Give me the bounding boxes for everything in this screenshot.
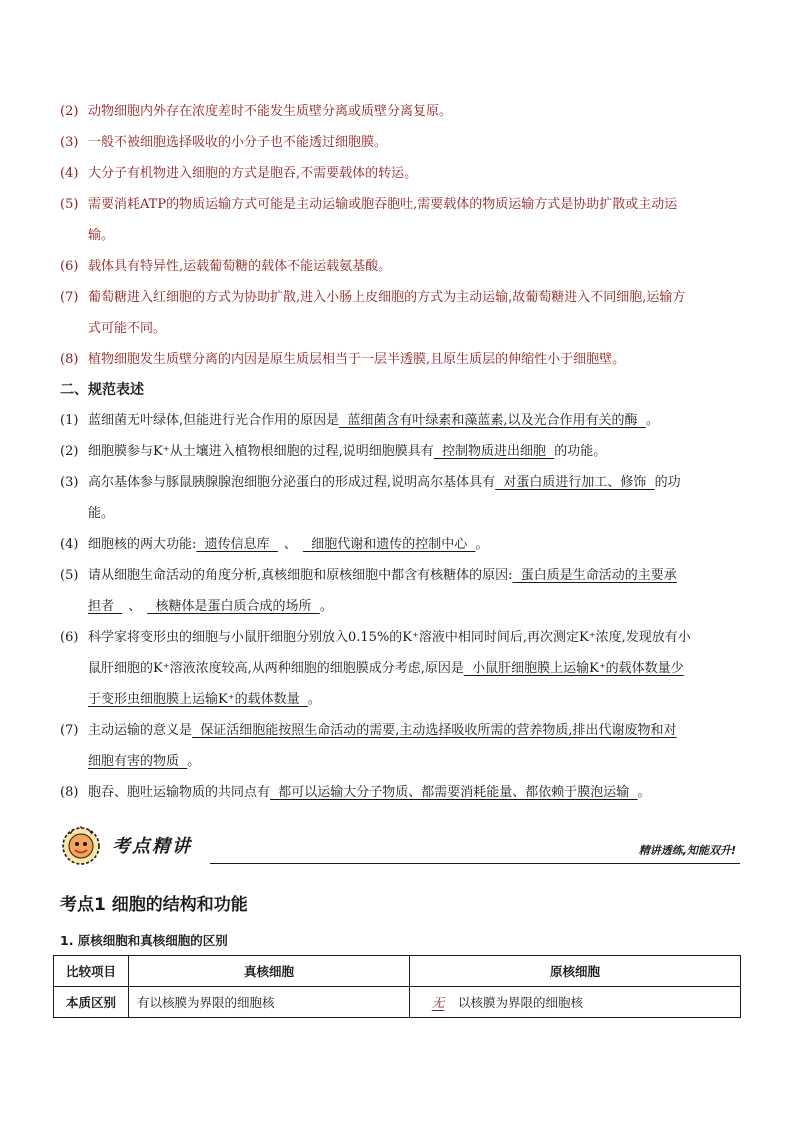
list-item xyxy=(60,405,740,436)
item-text: 胞吞、胞吐运输物质的共同点有 xyxy=(88,785,271,800)
item-text: 蓝细菌无叶绿体,但能进行光合作用的原因是 xyxy=(88,413,340,428)
list-item xyxy=(60,560,740,622)
answer-blank: 保证活细胞能按照生命活动的需要,主动选择吸收所需的营养物质,排出代谢废物和对 xyxy=(192,723,677,738)
answer-blank: 核糖体是蛋白质合成的场所 xyxy=(147,599,320,614)
list-item xyxy=(60,436,740,467)
item-number: (6) xyxy=(60,630,79,645)
banner-title: 考点精讲 xyxy=(112,836,192,857)
table-cell: 有以核膜为界限的细胞核 xyxy=(129,987,410,1018)
item-number: (2) xyxy=(60,104,79,119)
item-text: 动物细胞内外存在浓度差时不能发生质壁分离或质壁分离复原。 xyxy=(88,104,453,119)
list-item xyxy=(60,529,740,560)
item-number: (7) xyxy=(60,723,79,738)
list-item xyxy=(60,777,740,808)
section-heading: 二、规范表述 xyxy=(60,382,144,398)
banner-rule xyxy=(210,863,740,864)
page-content xyxy=(60,96,740,808)
item-number: (3) xyxy=(60,475,79,490)
list-item xyxy=(60,189,740,251)
item-text-end: 的功能。 xyxy=(554,444,607,459)
item-number: (2) xyxy=(60,444,79,459)
separator: 、 xyxy=(128,599,142,614)
separator: 、 xyxy=(283,537,297,552)
table-row xyxy=(54,987,741,1018)
item-text-cont: 能。 xyxy=(88,506,115,521)
answer-blank: 遗传信息库 xyxy=(196,537,278,552)
item-number: (7) xyxy=(60,290,79,305)
answer-blank: 对蛋白质进行加工、修饰 xyxy=(495,475,655,490)
list-item xyxy=(60,622,740,715)
comparison-table xyxy=(53,955,741,1018)
answer-blank: 蛋白质是生命活动的主要承 xyxy=(512,568,677,583)
item-number: (8) xyxy=(60,785,79,800)
topic-heading: 考点1 细胞的结构和功能 xyxy=(60,895,248,915)
item-text: 载体具有特异性,运载葡萄糖的载体不能运载氨基酸。 xyxy=(88,259,392,274)
list-item xyxy=(60,96,740,127)
item-text: 葡萄糖进入红细胞的方式为协助扩散,进入小肠上皮细胞的方式为主动运输,故葡萄糖进入不同细胞,运输方 xyxy=(88,290,686,305)
item-text: 细胞核的两大功能: xyxy=(88,537,197,552)
item-number: (4) xyxy=(60,537,79,552)
list-item xyxy=(60,127,740,158)
item-number: (1) xyxy=(60,413,79,428)
item-text: 高尔基体参与豚鼠胰腺腺泡细胞分泌蛋白的形成过程,说明高尔基体具有 xyxy=(88,475,496,490)
item-text-end: 。 xyxy=(319,599,333,614)
table-header: 比较项目 xyxy=(54,956,129,987)
list-item xyxy=(60,715,740,777)
answer-blank: 小鼠肝细胞膜上运输K⁺的载体数量少 xyxy=(463,661,684,676)
answer-blank: 担者 xyxy=(88,599,123,614)
section-banner xyxy=(60,824,740,868)
answer-blank: 无 xyxy=(431,995,445,1010)
list-item xyxy=(60,282,740,344)
topic-subheading: 1. 原核细胞和真核细胞的区别 xyxy=(60,933,228,948)
item-text-end: 。 xyxy=(637,785,651,800)
table-header-row xyxy=(54,956,741,987)
item-text: 主动运输的意义是 xyxy=(88,723,193,738)
table-cell-text: 以核膜为界限的细胞核 xyxy=(457,995,583,1010)
item-number: (5) xyxy=(60,197,79,212)
mascot-logo-icon xyxy=(60,826,102,866)
list-item xyxy=(60,467,740,529)
item-text: 大分子有机物进入细胞的方式是胞吞,不需要载体的转运。 xyxy=(88,166,418,181)
item-text: 植物细胞发生质壁分离的内因是原生质层相当于一层半透膜,且原生质层的伸缩性小于细胞壁。 xyxy=(88,352,626,367)
table-header: 真核细胞 xyxy=(129,956,410,987)
answer-blank: 蓝细菌含有叶绿素和藻蓝素,以及光合作用有关的酶 xyxy=(339,413,646,428)
item-number: (4) xyxy=(60,166,79,181)
table-row-label: 本质区别 xyxy=(54,987,129,1018)
banner-slogan: 精讲透练,知能双升! xyxy=(638,844,736,857)
item-number: (5) xyxy=(60,568,79,583)
item-text-end: 。 xyxy=(475,537,489,552)
answer-blank: 细胞有害的物质 xyxy=(88,754,188,769)
list-item xyxy=(60,251,740,282)
item-text-end: 的功 xyxy=(654,475,681,490)
table-cell xyxy=(409,987,740,1018)
list-item xyxy=(60,158,740,189)
item-text-end: 。 xyxy=(645,413,659,428)
answer-blank: 控制物质进出细胞 xyxy=(433,444,555,459)
item-text-end: 。 xyxy=(307,692,321,707)
item-text: 科学家将变形虫的细胞与小鼠肝细胞分别放入0.15%的K⁺溶液中相同时间后,再次测定K⁺浓度,发现放有小 xyxy=(88,630,691,645)
item-text-end: 。 xyxy=(187,754,201,769)
table-header: 原核细胞 xyxy=(409,956,740,987)
item-text: 需要消耗ATP的物质运输方式可能是主动运输或胞吞胞吐,需要载体的物质运输方式是协助扩散或主动运 xyxy=(88,197,678,212)
item-text-cont: 输。 xyxy=(88,228,115,243)
answer-blank: 都可以运输大分子物质、都需要消耗能量、都依赖于膜泡运输 xyxy=(270,785,638,800)
answer-blank: 细胞代谢和遗传的控制中心 xyxy=(302,537,476,552)
item-text-cont: 鼠肝细胞的K⁺溶液浓度较高,从两种细胞的细胞膜成分考虑,原因是 xyxy=(88,661,464,676)
item-number: (3) xyxy=(60,135,79,150)
item-text-cont: 式可能不同。 xyxy=(88,321,167,336)
answer-blank: 于变形虫细胞膜上运输K⁺的载体数量 xyxy=(88,692,308,707)
item-text: 细胞膜参与K⁺从土壤进入植物根细胞的过程,说明细胞膜具有 xyxy=(88,444,434,459)
item-text: 一般不被细胞选择吸收的小分子也不能透过细胞膜。 xyxy=(88,135,388,150)
item-number: (8) xyxy=(60,352,79,367)
list-item xyxy=(60,344,740,375)
item-number: (6) xyxy=(60,259,79,274)
item-text: 请从细胞生命活动的角度分析,真核细胞和原核细胞中都含有核糖体的原因: xyxy=(88,568,513,583)
